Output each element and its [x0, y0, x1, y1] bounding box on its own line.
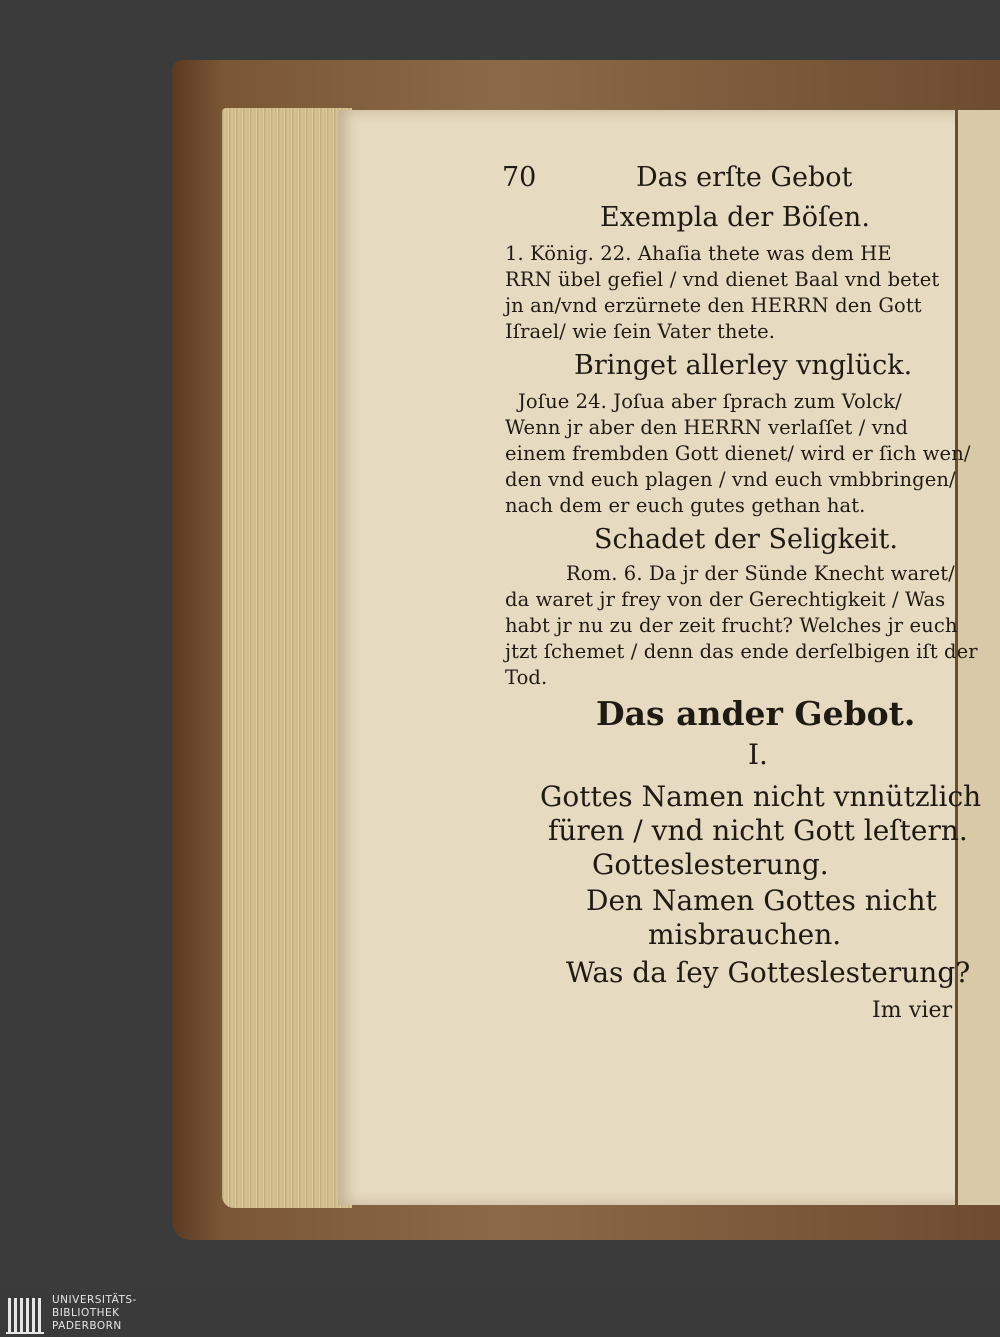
page-edges [222, 108, 352, 1208]
text-line: nach dem er euch gutes gethan hat. [505, 494, 866, 517]
library-name-line: PADERBORN [52, 1320, 122, 1332]
topic-gotteslesterung: Gotteslesterung. [592, 848, 829, 881]
library-logo-icon [6, 1292, 46, 1336]
chapter-title: Das ander Gebot. [596, 694, 916, 733]
text-line: Joſue 24. Joſua aber ſprach zum Volck/ [518, 390, 902, 413]
catchword: Im vier [872, 998, 953, 1023]
text-line: 1. König. 22. Ahaſia thete was dem HE [505, 242, 892, 265]
library-footer [0, 1290, 1000, 1337]
text-line: Wenn jr aber den HERRN verlaſſet / vnd [505, 416, 909, 439]
page-number: 70 [502, 162, 537, 193]
text-line: den vnd euch plagen / vnd euch vmbbringen/ [505, 468, 956, 491]
text-line: einem frembden Gott dienet/ wird er ſich wen/ [505, 442, 971, 465]
running-head: Das erſte Gebot [636, 162, 853, 193]
text-line: jn an/vnd erzürnete den HERRN den Gott [505, 294, 922, 317]
text-line: habt jr nu zu der zeit frucht? Welches jr euch [505, 614, 958, 637]
text-line: Iſrael/ wie ſein Vater thete. [505, 320, 776, 343]
text-line: Rom. 6. Da jr der Sünde Knecht waret/ [566, 562, 955, 585]
topic-namen: Den Namen Gottes nicht [586, 884, 937, 917]
library-name-line: BIBLIOTHEK [52, 1307, 120, 1319]
text-line: jtzt ſchemet / denn das ende derſelbigen iſt der [505, 640, 978, 663]
commandment-line: füren / vnd nicht Gott leſtern. [548, 814, 968, 847]
section-title-exempla: Exempla der Böſen. [600, 202, 870, 233]
question-line: Was da ſey Gotteslesterung? [566, 956, 971, 989]
section-title-seligkeit: Schadet der Seligkeit. [594, 524, 898, 555]
text-line: Tod. [505, 666, 548, 689]
library-name-line: UNIVERSITÄTS- [52, 1294, 137, 1306]
text-line: da waret jr frey von der Gerechtigkeit / Was [505, 588, 946, 611]
topic-namen: misbrauchen. [648, 918, 842, 951]
section-title-ungluck: Bringet allerley vnglück. [574, 350, 913, 381]
text-line: RRN übel gefiel / vnd dienet Baal vnd betet [505, 268, 940, 291]
roman-numeral: I. [748, 738, 768, 771]
commandment-line: Gottes Namen nicht vnnützlich [540, 780, 982, 813]
